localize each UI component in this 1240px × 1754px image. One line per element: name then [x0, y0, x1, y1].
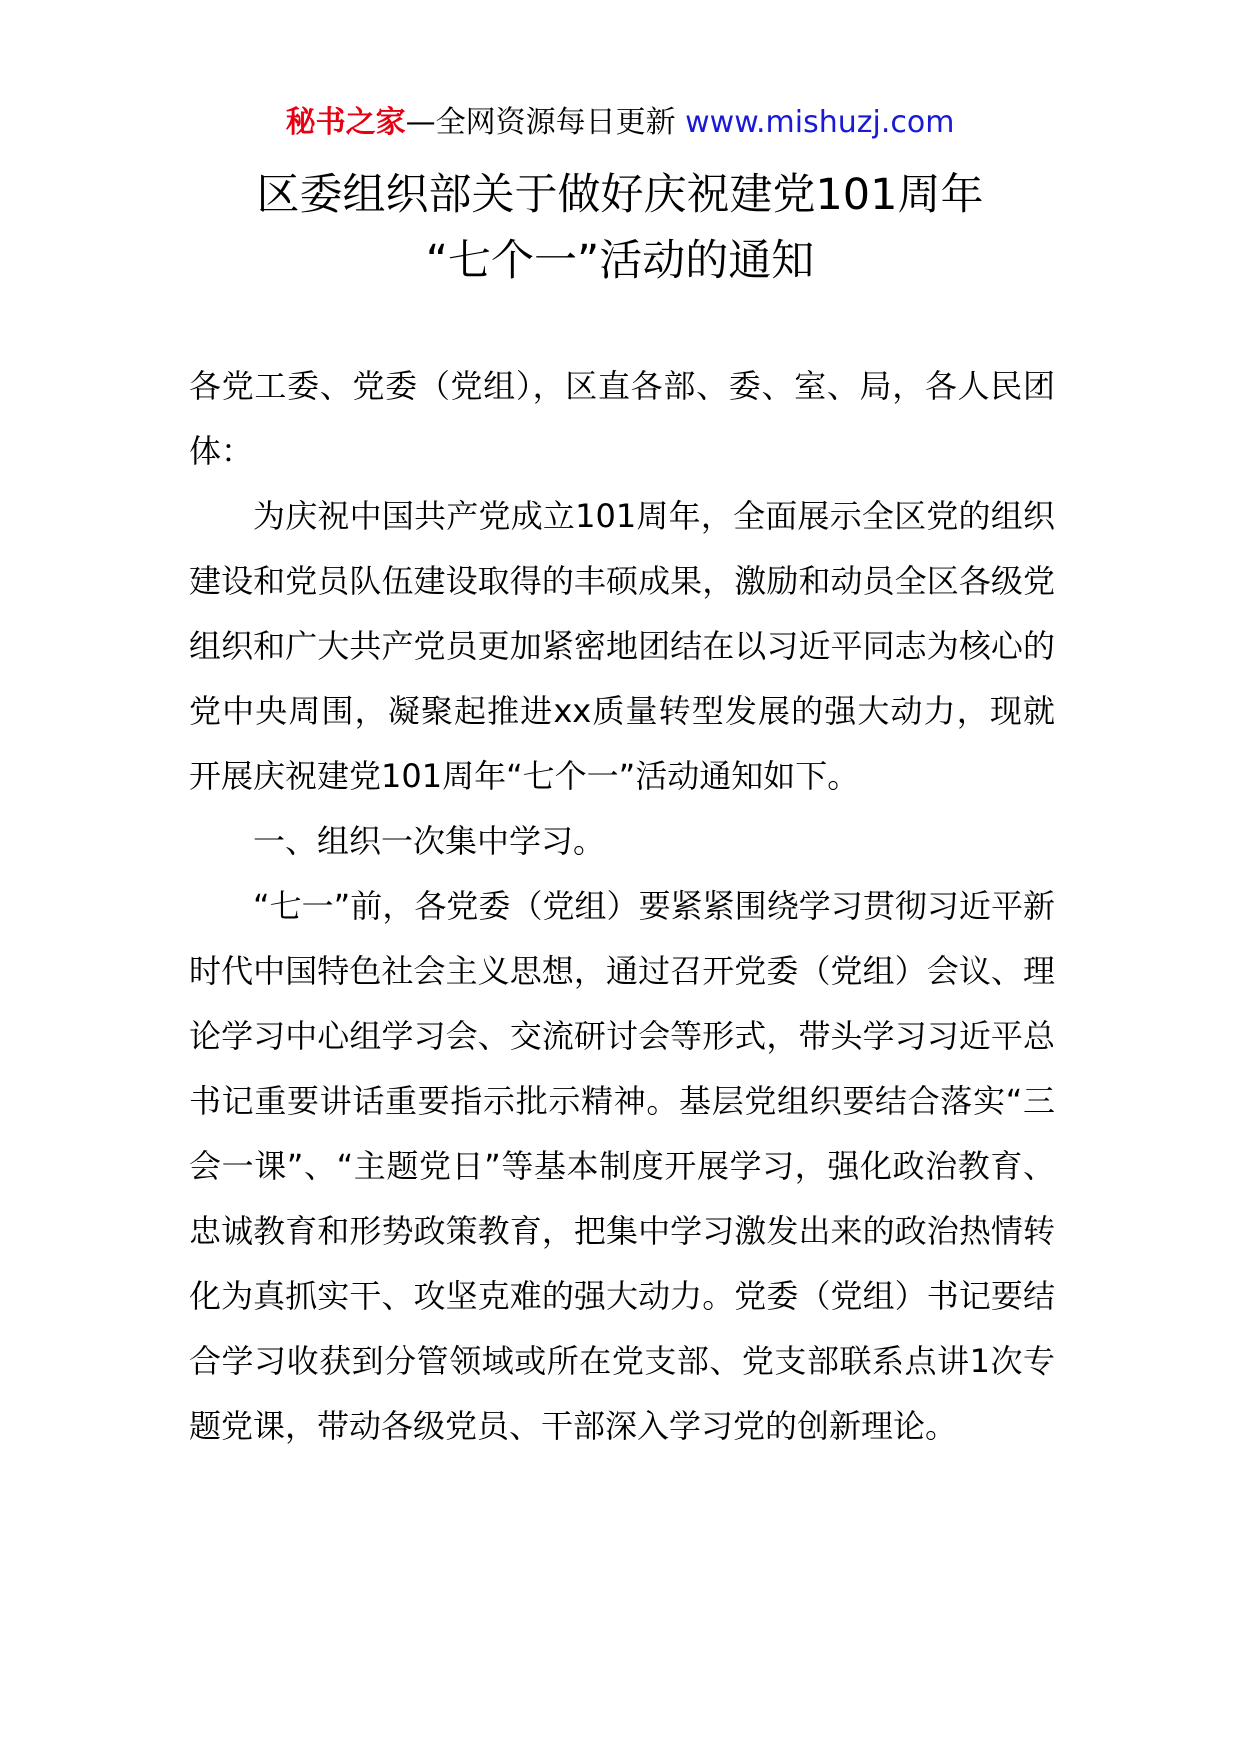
title-line-1: 区委组织部关于做好庆祝建党101周年: [256, 170, 984, 220]
salutation: 各党工委、党委（党组），区直各部、委、室、局，各人民团体：: [189, 367, 1055, 470]
header-tagline: —全网资源每日更新: [405, 105, 686, 140]
brand-name: 秘书之家: [285, 105, 406, 140]
section-1-paragraph: “七一”前，各党委（党组）要紧紧围绕学习贯彻习近平新时代中国特色社会主义思想，通过召开党委（党组）会议、理论学习中心组学习会、交流研讨会等形式，带头学习习近平总书记重要讲话重要指示批示精神。基层党组织要结合落实“三会一课”、“主题党日”等基本制度开展学习，强化政治教育、忠诚教育和形势政策教育，把集中学习激发出来的政治热情转化为真抓实干、攻坚克难的强大动力。党委（党组）书记要结合学习收获到分管领域或所在党支部、党支部联系点讲1次专题党课，带动各级党员、干部深入学习党的创新理论。: [189, 887, 1055, 1445]
section-1-heading: 一、组织一次集中学习。: [253, 822, 606, 860]
title-line-2: “七个一”活动的通知: [425, 236, 815, 286]
document-title: [0, 162, 1240, 294]
header-url: www.mishuzj.com: [685, 105, 955, 140]
intro-paragraph: 为庆祝中国共产党成立101周年，全面展示全区党的组织建设和党员队伍建设取得的丰硕成果，激励和动员全区各级党组织和广大共产党员更加紧密地团结在以习近平同志为核心的党中央周围，凝聚起推进xx质量转型发展的强大动力，现就开展庆祝建党101周年“七个一”活动通知如下。: [189, 497, 1055, 795]
document-body: [189, 354, 1055, 1459]
page-header: [0, 100, 1240, 146]
